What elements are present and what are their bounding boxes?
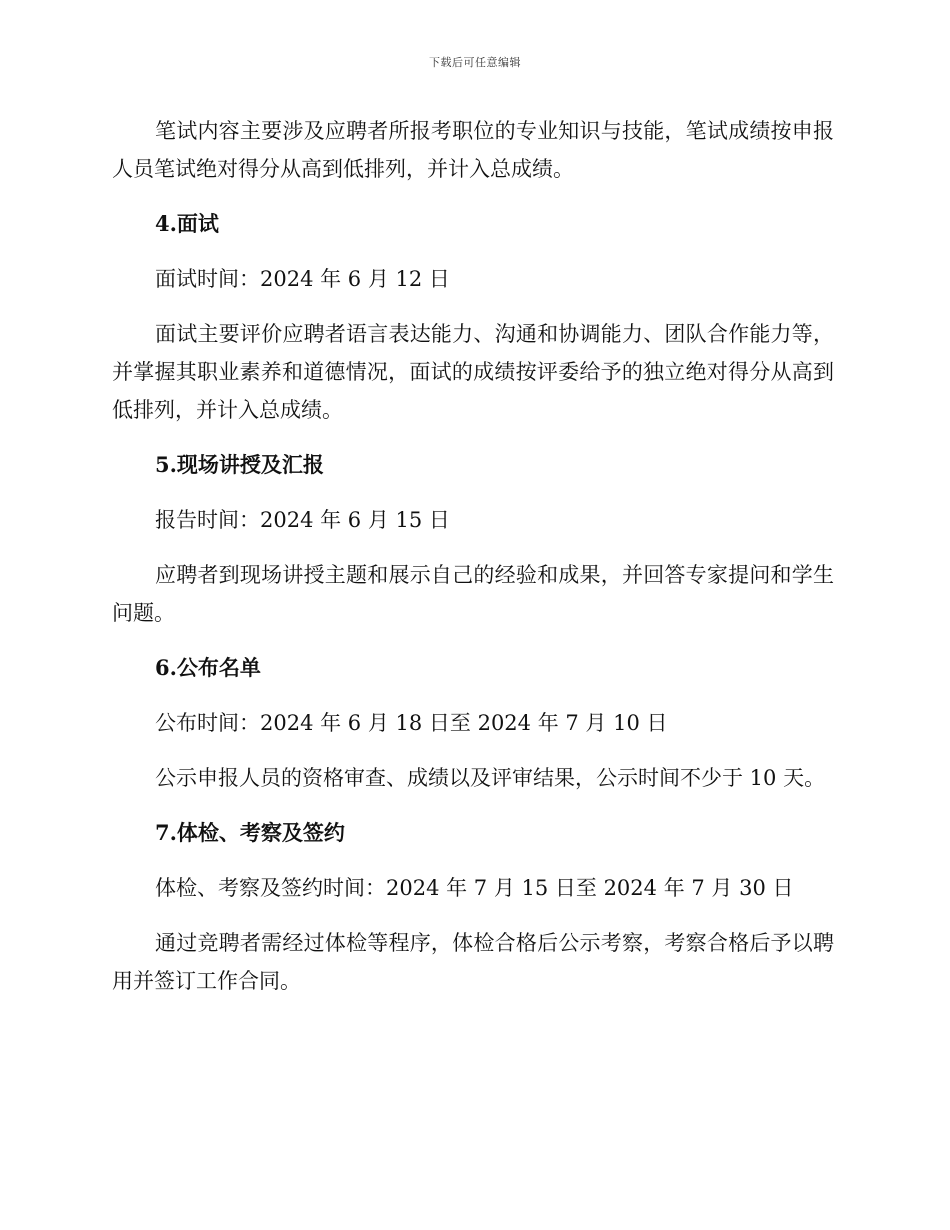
paragraph-written-exam: 笔试内容主要涉及应聘者所报考职位的专业知识与技能，笔试成绩按申报人员笔试绝对得分从高到低排列，并计入总成绩。 [112, 119, 834, 181]
heading-publish-list: 6.公布名单 [155, 655, 261, 680]
paragraph-medical-time: 体检、考察及签约时间：2024 年 7 月 15 日至 2024 年 7 月 30 日 [155, 876, 794, 900]
paragraph-publish-time: 公布时间：2024 年 6 月 18 日至 2024 年 7 月 10 日 [155, 711, 668, 735]
heading-onsite-lecture: 5.现场讲授及汇报 [155, 452, 324, 477]
paragraph-lecture-content: 应聘者到现场讲授主题和展示自己的经验和成果，并回答专家提问和学生问题。 [112, 563, 834, 625]
heading-medical-check: 7.体检、考察及签约 [155, 820, 345, 845]
paragraph-report-time: 报告时间：2024 年 6 月 15 日 [155, 508, 450, 532]
document-body [112, 112, 834, 1017]
page-header: 下载后可任意编辑 [429, 56, 521, 69]
heading-interview: 4.面试 [155, 211, 219, 236]
paragraph-interview-content: 面试主要评价应聘者语言表达能力、沟通和协调能力、团队合作能力等，并掌握其职业素养和道德情况，面试的成绩按评委给予的独立绝对得分从高到低排列，并计入总成绩。 [112, 322, 834, 422]
paragraph-interview-time: 面试时间：2024 年 6 月 12 日 [155, 267, 450, 291]
paragraph-medical-content: 通过竞聘者需经过体检等程序，体检合格后公示考察，考察合格后予以聘用并签订工作合同。 [112, 931, 834, 993]
paragraph-publish-content: 公示申报人员的资格审查、成绩以及评审结果，公示时间不少于 10 天。 [155, 766, 826, 790]
